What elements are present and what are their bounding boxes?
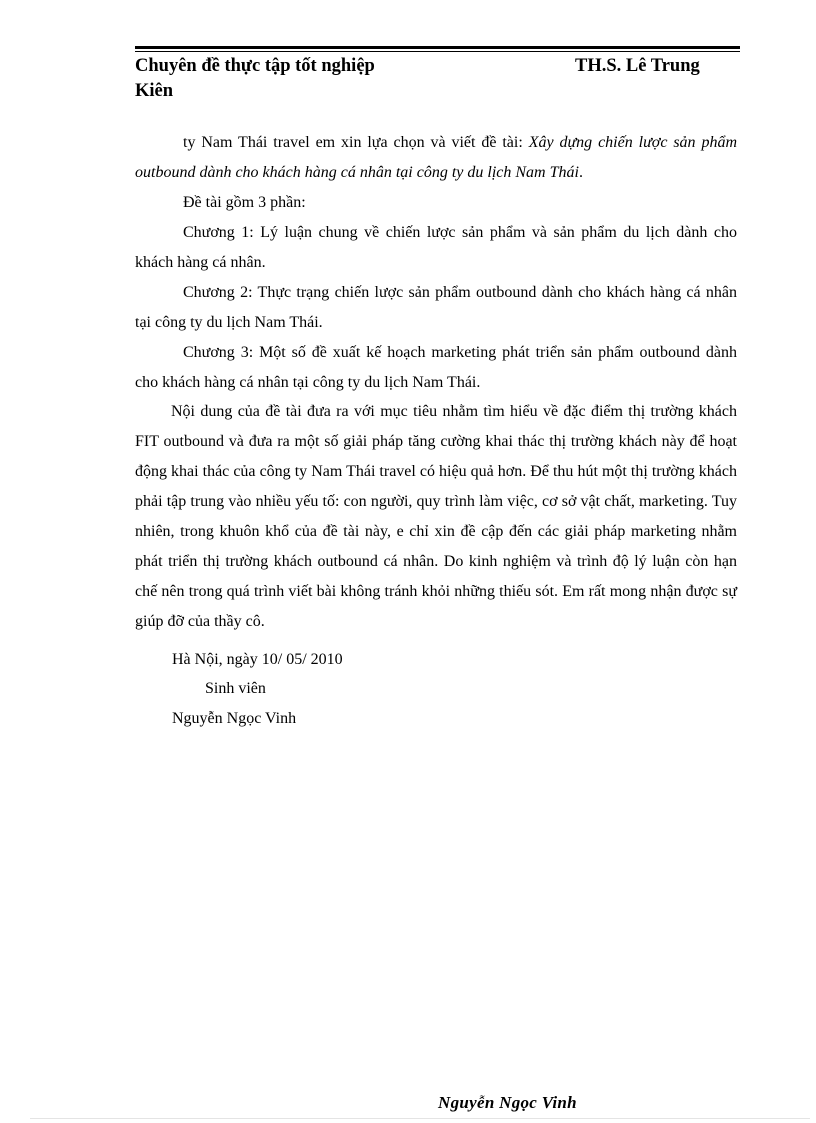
intro-plain-text: ty Nam Thái travel em xin lựa chọn và viết đề tài:	[183, 134, 529, 151]
header-rule-thin	[135, 51, 740, 52]
chapter-1-paragraph: Chương 1: Lý luận chung về chiến lược sản phẩm và sản phẩm du lịch dành cho khách hàng cá nhân.	[135, 224, 737, 271]
intro-end: .	[578, 164, 583, 181]
parts-paragraph: Đề tài gồm 3 phần:	[183, 194, 306, 211]
header-rule-thick	[135, 46, 740, 49]
chapter-2-paragraph: Chương 2: Thực trạng chiến lược sản phẩm outbound dành cho khách hàng cá nhân tại công ty du lịch Nam Thái.	[135, 284, 737, 331]
chapter-3-paragraph: Chương 3: Một số đề xuất kế hoạch marketing phát triển sản phẩm outbound dành cho khách hàng cá nhân tại công ty du lịch Nam Thái.	[135, 344, 737, 391]
signature-date: Hà Nội, ngày 10/ 05/ 2010	[172, 651, 343, 668]
signature-role: Sinh viên	[205, 680, 266, 697]
header-title: Chuyên đề thực tập tốt nghiệp	[135, 56, 375, 76]
signature-name: Nguyễn Ngọc Vinh	[172, 710, 297, 727]
thesis-title: Xây dựng chiến lược sản phẩm outbound dành cho khách hàng cá nhân tại công ty du lịch Nam Thái	[135, 134, 738, 181]
content-paragraph: Nội dung của đề tài đưa ra với mục tiêu nhằm tìm hiểu về đặc điểm thị trường khách FIT outbound và đưa ra một số giải pháp tăng cường khai thác thị trường khách này để hoạt động khai thác của công ty Nam Thái travel có hiệu quả hơn. Để thu hút một thị trường khách phải tập trung vào nhiều yếu tố: con người, quy trình làm việc, cơ sở vật chất, marketing. Tuy nhiên, trong khuôn khổ của đề tài này, e chỉ xin đề cập đến các giải pháp marketing nhằm phát triển thị trường khách outbound cá nhân. Do kinh nghiệm và trình độ lý luận còn hạn chế nên trong quá trình viết bài không tránh khỏi những thiếu sót. Em rất mong nhận được sự giúp đỡ của thầy cô.	[135, 403, 737, 630]
intro-paragraph	[135, 128, 737, 188]
header-author-wrap: Kiên	[135, 81, 174, 101]
header-author: TH.S. Lê Trung	[575, 56, 700, 76]
footer-rule	[30, 1118, 810, 1119]
footer-signature: Nguyễn Ngọc Vinh	[438, 1093, 577, 1112]
